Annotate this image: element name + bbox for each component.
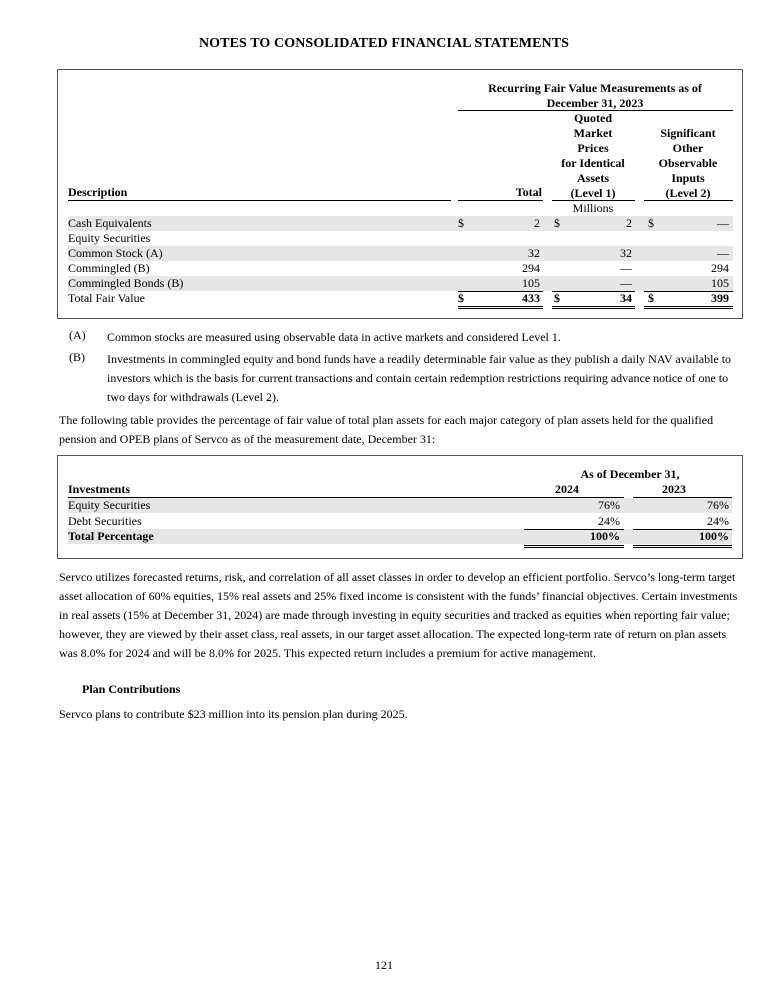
fv-group-header-line2: December 31, 2023 <box>546 96 644 110</box>
fair-value-table: Recurring Fair Value Measurements as of December 31, 2023 Description Total Quoted Market Prices for Identical Assets (Level 1) Significant Other Observable Inputs (Level 2) Millions Cash Equivalents $ 2 $ 2 $ — Equity Securities Common Stock (A) 32 32 — Commingled (B) 294 — 294 Commingled Bonds (B) 105 — 105 Total Fair Value $ 433 $ 34 $ 399 <box>57 69 743 319</box>
page-number: 121 <box>375 958 393 972</box>
fv-col-total: Total <box>515 185 542 199</box>
fv-units: Millions <box>572 201 614 215</box>
strategy-paragraph: Servco utilizes forecasted returns, risk, and correlation of all asset classes in order to develop an efficient portfolio. Servco’s long-term target asset allocation of 60% equities, 15% real assets and 25% fixed income is consistent with the funds’ financial objectives. Certain investments in real assets (15% at December 31, 2024) are made through investing in equity securities and tracked as equities when reporting fair value; however, they are viewed by their asset class, real assets, in our target asset allocation. The expected long-term rate of return on plan assets was 8.0% for 2024 and will be 8.0% for 2025. This expected return includes a premium for active management. <box>59 570 738 660</box>
pct-group-header: As of December 31, <box>580 467 680 481</box>
fv-col-level2: Significant Other Observable Inputs (Level 2) <box>658 126 718 200</box>
fv-col-level1: Quoted Market Prices for Identical Assets (Level 1) <box>561 111 625 200</box>
pct-col-investments: Investments <box>68 482 130 496</box>
pct-col-2024: 2024 <box>555 482 579 496</box>
page-title: NOTES TO CONSOLIDATED FINANCIAL STATEMENTS <box>198 36 570 51</box>
fv-group-header <box>458 81 732 111</box>
plan-contributions-heading: Plan Contributions <box>82 682 181 696</box>
pct-col-2023: 2023 <box>662 482 686 496</box>
fv-group-header-line1: Recurring Fair Value Measurements as of <box>488 81 702 95</box>
fv-col-description: Description <box>68 185 128 199</box>
plan-assets-table: As of December 31, Investments 2024 2023 Equity Securities 76% 76% Debt Securities 24% 24% Total Percentage 100% 100% <box>57 455 743 559</box>
intro-paragraph: The following table provides the percentage of fair value of total plan assets for each major category of plan assets held for the qualified pension and OPEB plans of Servco as of the measurement date, December 31: <box>59 413 714 446</box>
contributions-paragraph: Servco plans to contribute $23 million into its pension plan during 2025. <box>59 707 408 721</box>
